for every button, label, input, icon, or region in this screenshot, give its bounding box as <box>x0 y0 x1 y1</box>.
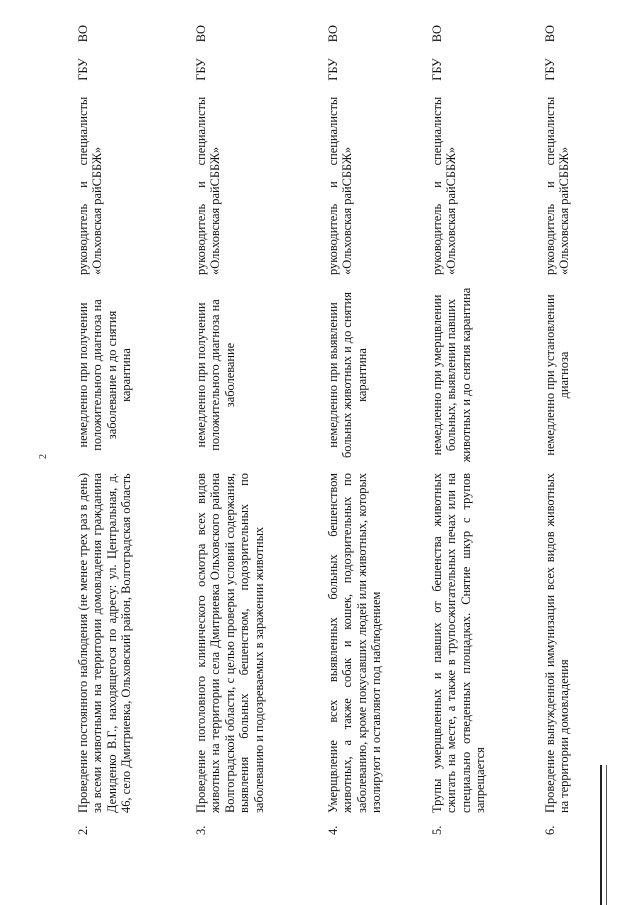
term-text: немедленно при установлении диагноза <box>543 294 572 456</box>
row-number: 3. <box>194 825 208 835</box>
term-text: немедленно при получении положительного диагноза на заболевание и до снятия карантина <box>76 299 134 451</box>
measure-text: Проведение поголовного клинического осмотра всех видов животных на территории села Дмитриевка Ольховского района Волгоградской области, с целью проверки условий содержания, выявления больных бешенством, подозрительных по заболеванию и подозреваемых в заражении животных <box>194 473 266 813</box>
responsible-text: руководитель и специалисты ГБУ ВО «Ольховская райСББЖ» <box>430 25 459 275</box>
row-number: 5. <box>430 825 444 835</box>
responsible-text: руководитель и специалисты ГБУ ВО «Ольховская райСББЖ» <box>194 25 223 275</box>
responsible-text: руководитель и специалисты ГБУ ВО «Ольховская райСББЖ» <box>543 25 572 275</box>
responsible-text: руководитель и специалисты ГБУ ВО «Ольховская райСББЖ» <box>76 25 105 275</box>
measure-text: Умерщвление всех выявленных больных бешенством животных, а также собак и кошек, подозрительных по заболеванию, кроме покусавших людей или животных, которых изолируют и оставляют под наблюдением <box>326 473 384 813</box>
term-text: немедленно при выявлении больных животных и до снятия карантина <box>326 292 369 458</box>
term-text: немедленно при получении положительного диагноза на заболевание <box>194 299 237 451</box>
measure-text: Проведение постоянного наблюдения (не менее трех раз в день) за всеми животными на территории домовладения гражданина Демиденко В.Г., находящегося по адресу: ул. Центральная, д. 46, село Дмитриевка, Ольховский район, Волгоградская область <box>76 473 134 813</box>
row-number: 6. <box>543 825 557 835</box>
row-number: 2. <box>76 825 90 835</box>
row-number: 4. <box>326 825 340 835</box>
measure-text: Трупы умерщвленных и павших от бешенства животных сжигать на месте, а также в трупосжигательных печах или на специально отведенных площадках. Снятие шкур с трупов запрещается <box>430 473 488 813</box>
page-number: 2 <box>38 454 49 459</box>
margin-rule <box>600 765 602 905</box>
measure-text: Проведение вынужденной иммунизации всех видов животных на территории домовладения <box>543 473 572 813</box>
responsible-text: руководитель и специалисты ГБУ ВО «Ольховская райСББЖ» <box>326 25 355 275</box>
margin-rule-thin <box>606 765 607 905</box>
term-text: немедленно при умерщвлении больных, выявлении павших животных и до снятия карантина <box>430 287 473 463</box>
